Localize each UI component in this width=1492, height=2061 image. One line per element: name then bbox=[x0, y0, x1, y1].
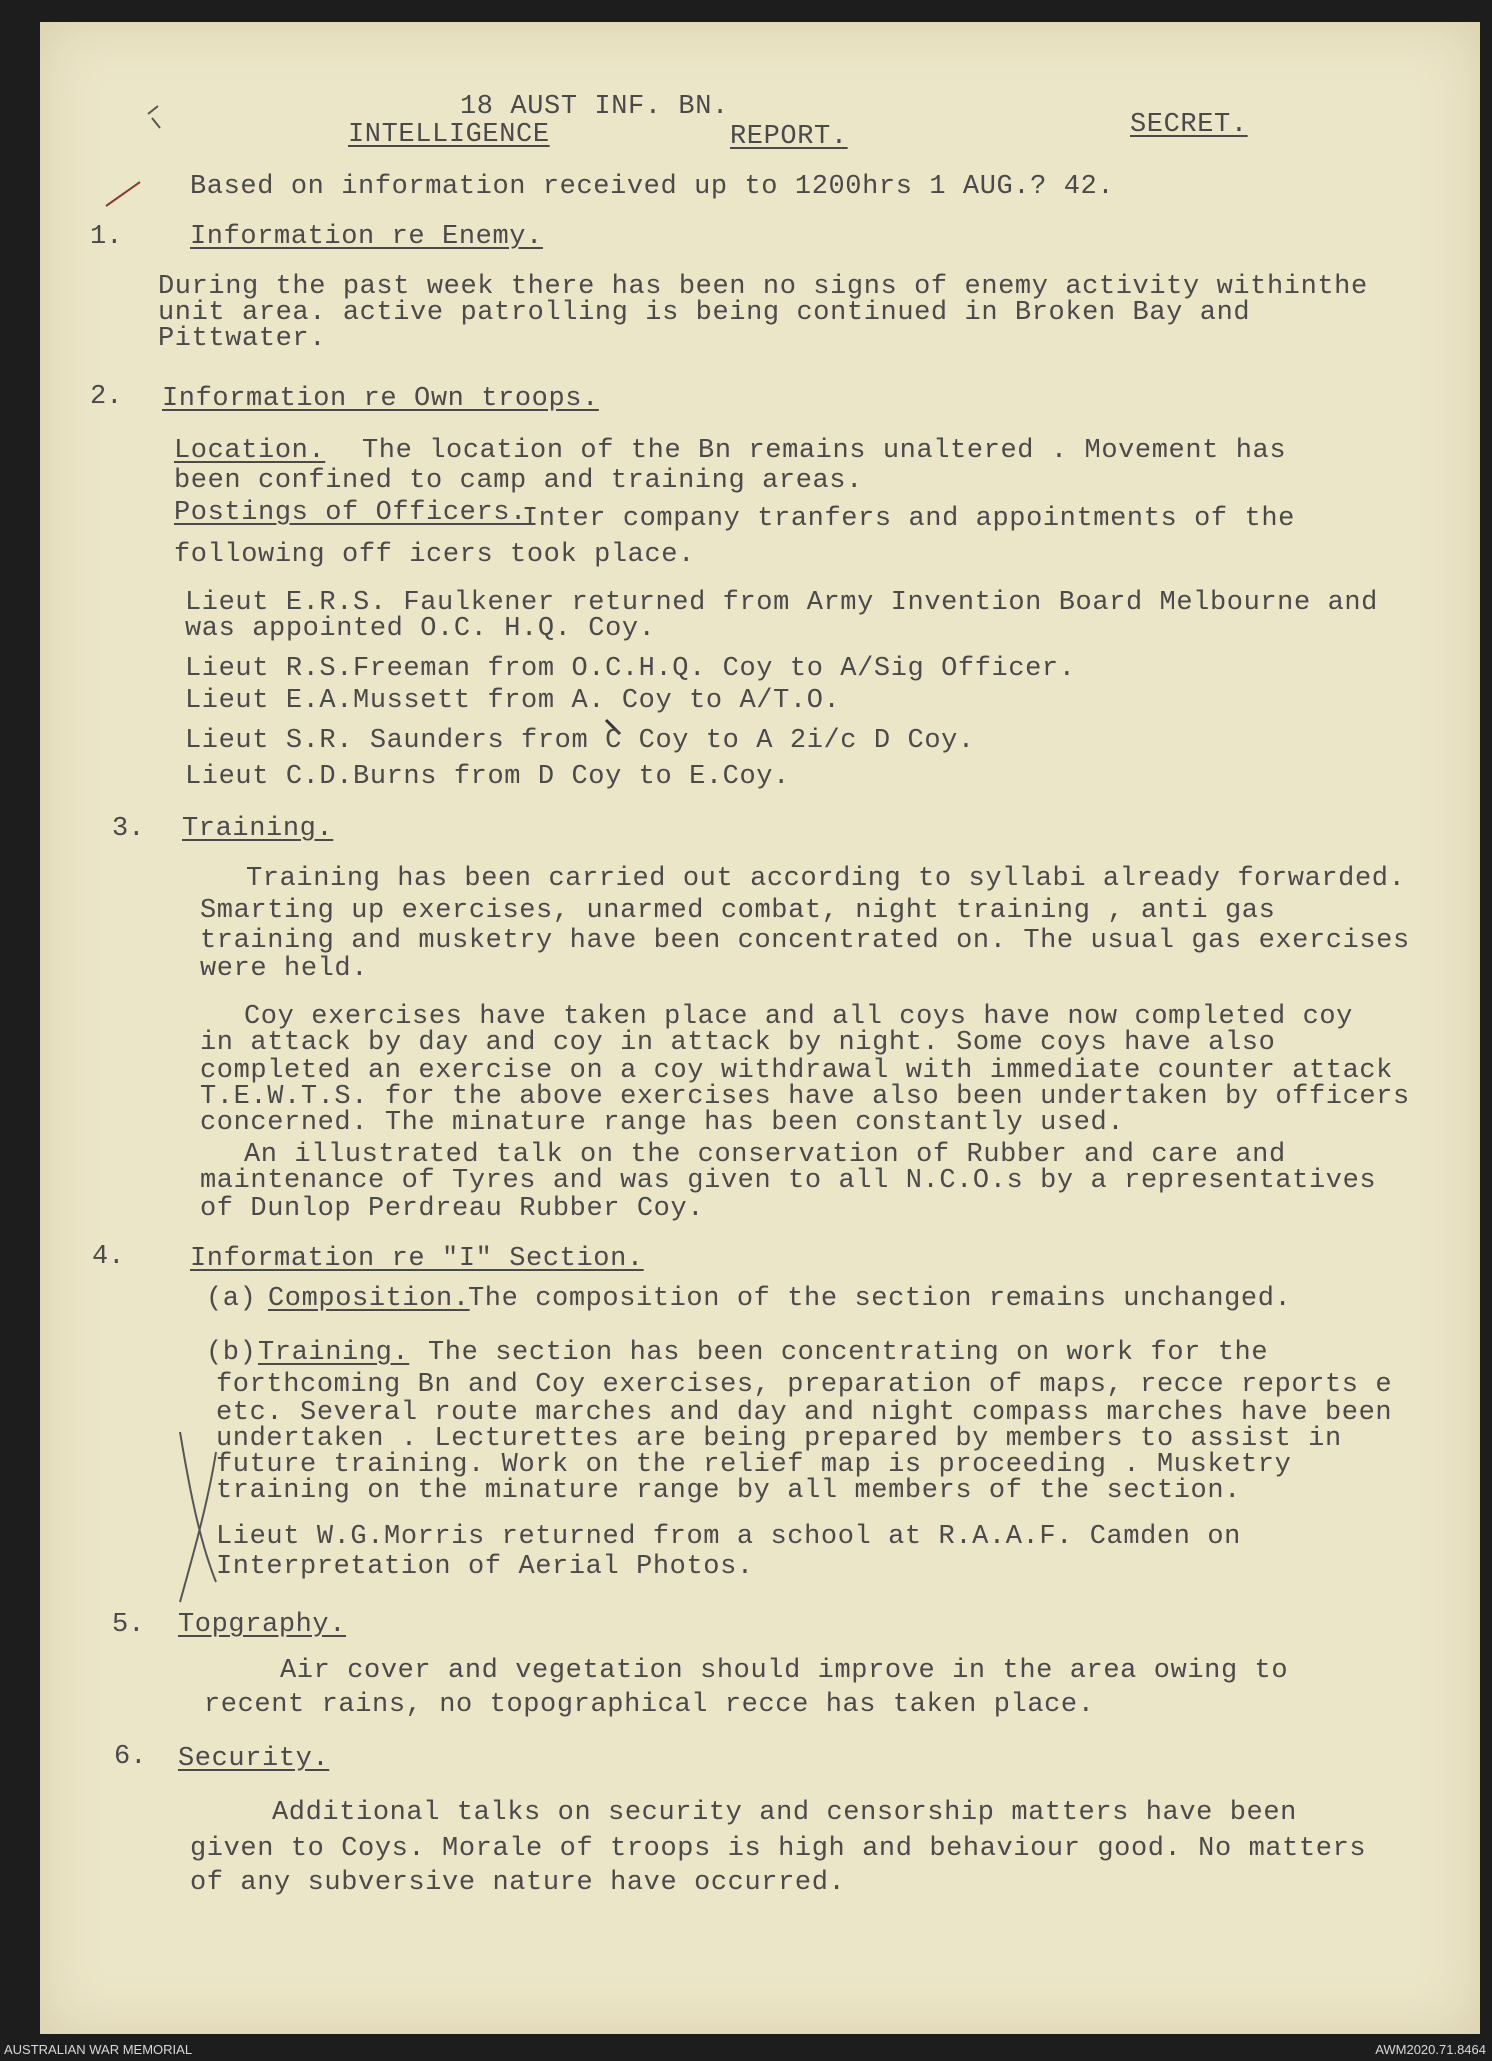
section-3-line: were held. bbox=[200, 954, 369, 984]
section-3-line: of Dunlop Perdreau Rubber Coy. bbox=[200, 1194, 705, 1224]
section-4-title: Information re "I" Section. bbox=[190, 1244, 644, 1274]
footer-accession-number: AWM2020.71.8464 bbox=[1375, 2042, 1486, 2057]
section-4-number: 4. bbox=[92, 1242, 125, 1272]
section-4-line: forthcoming Bn and Coy exercises, preparation of maps, recce reports e bbox=[216, 1370, 1393, 1400]
section-6-line: Additional talks on security and censorship matters have been bbox=[272, 1798, 1297, 1828]
subsection-a-text: The composition of the section remains unchanged. bbox=[468, 1284, 1292, 1314]
section-4-line: Lieut W.G.Morris returned from a school at R.A.A.F. Camden on bbox=[216, 1522, 1241, 1552]
section-4-line: undertaken . Lecturettes are being prepared by members to assist in bbox=[216, 1424, 1342, 1454]
section-1-title: Information re Enemy. bbox=[190, 222, 543, 252]
section-2-title: Information re Own troops. bbox=[162, 384, 599, 414]
posting-line: Lieut S.R. Saunders from C Coy to A 2i/c D Coy. bbox=[185, 726, 975, 756]
section-3-line: Coy exercises have taken place and all coys have now completed coy bbox=[244, 1002, 1353, 1032]
section-6-line: of any subversive nature have occurred. bbox=[190, 1868, 846, 1898]
footer-archive-name: AUSTRALIAN WAR MEMORIAL bbox=[4, 2042, 193, 2057]
section-3-line: Smarting up exercises, unarmed combat, night training , anti gas bbox=[200, 896, 1276, 926]
posting-line: Lieut E.A.Mussett from A. Coy to A/T.O. bbox=[185, 686, 841, 716]
section-1-line: During the past week there has been no signs of enemy activity withinthe bbox=[158, 272, 1368, 302]
location-text-2: been confined to camp and training areas. bbox=[174, 466, 863, 496]
posting-line: Lieut C.D.Burns from D Coy to E.Coy. bbox=[185, 762, 790, 792]
report-title-left: INTELLIGENCE bbox=[348, 120, 550, 150]
section-3-line: Training has been carried out according to syllabi already forwarded. bbox=[246, 864, 1406, 894]
section-4-line: Interpretation of Aerial Photos. bbox=[216, 1552, 754, 1582]
section-3-line: maintenance of Tyres and was given to all N.C.O.s by a representatives bbox=[200, 1166, 1377, 1196]
postings-title: Postings of Officers. bbox=[174, 498, 527, 528]
section-4-line: etc. Several route marches and day and night compass marches have been bbox=[216, 1398, 1393, 1428]
posting-line: Lieut E.R.S. Faulkener returned from Army Invention Board Melbourne and bbox=[185, 588, 1378, 618]
section-3-title: Training. bbox=[182, 814, 334, 844]
subsection-b-text: The section has been concentrating on work for the bbox=[428, 1338, 1269, 1368]
posting-line: was appointed O.C. H.Q. Coy. bbox=[185, 614, 656, 644]
postings-text-2: following off icers took place. bbox=[174, 540, 695, 570]
location-title: Location. bbox=[174, 436, 326, 466]
section-2-number: 2. bbox=[90, 382, 123, 412]
section-5-number: 5. bbox=[112, 1610, 145, 1640]
subsection-b-title: Training. bbox=[258, 1338, 410, 1368]
section-6-number: 6. bbox=[114, 1742, 147, 1772]
subsection-b-label: (b) bbox=[206, 1338, 257, 1368]
classification: SECRET. bbox=[1130, 110, 1248, 140]
subsection-a-label: (a) bbox=[206, 1284, 257, 1314]
section-3-line: completed an exercise on a coy withdrawal with immediate counter attack bbox=[200, 1056, 1393, 1086]
section-3-line: concerned. The minature range has been constantly used. bbox=[200, 1108, 1125, 1138]
report-basis: Based on information received up to 1200hrs 1 AUG.? 42. bbox=[190, 172, 1115, 202]
section-1-line: unit area. active patrolling is being continued in Broken Bay and bbox=[158, 298, 1251, 328]
section-3-line: training and musketry have been concentrated on. The usual gas exercises bbox=[200, 926, 1410, 956]
section-6-line: given to Coys. Morale of troops is high and behaviour good. No matters bbox=[190, 1834, 1367, 1864]
posting-line: Lieut R.S.Freeman from O.C.H.Q. Coy to A/Sig Officer. bbox=[185, 654, 1076, 684]
section-1-number: 1. bbox=[90, 222, 123, 252]
section-4-line: future training. Work on the relief map is proceeding . Musketry bbox=[216, 1450, 1292, 1480]
section-3-line: An illustrated talk on the conservation of Rubber and care and bbox=[244, 1140, 1286, 1170]
postings-text: Inter company tranfers and appointments of the bbox=[522, 504, 1295, 534]
section-5-title: Topgraphy. bbox=[178, 1610, 347, 1640]
location-text: The location of the Bn remains unaltered . Movement has bbox=[362, 436, 1287, 466]
section-3-line: in attack by day and coy in attack by night. Some coys have also bbox=[200, 1028, 1276, 1058]
report-title-right: REPORT. bbox=[730, 122, 848, 152]
section-5-line: Air cover and vegetation should improve in the area owing to bbox=[280, 1656, 1289, 1686]
subsection-a-title: Composition. bbox=[268, 1284, 470, 1314]
section-6-title: Security. bbox=[178, 1744, 330, 1774]
section-1-line: Pittwater. bbox=[158, 324, 327, 354]
section-4-line: training on the minature range by all members of the section. bbox=[216, 1476, 1241, 1506]
section-3-number: 3. bbox=[112, 814, 145, 844]
unit-name: 18 AUST INF. BN. bbox=[460, 92, 729, 122]
document-page bbox=[40, 22, 1480, 2034]
section-3-line: T.E.W.T.S. for the above exercises have also been undertaken by officers bbox=[200, 1082, 1410, 1112]
section-5-line: recent rains, no topographical recce has taken place. bbox=[204, 1690, 1095, 1720]
